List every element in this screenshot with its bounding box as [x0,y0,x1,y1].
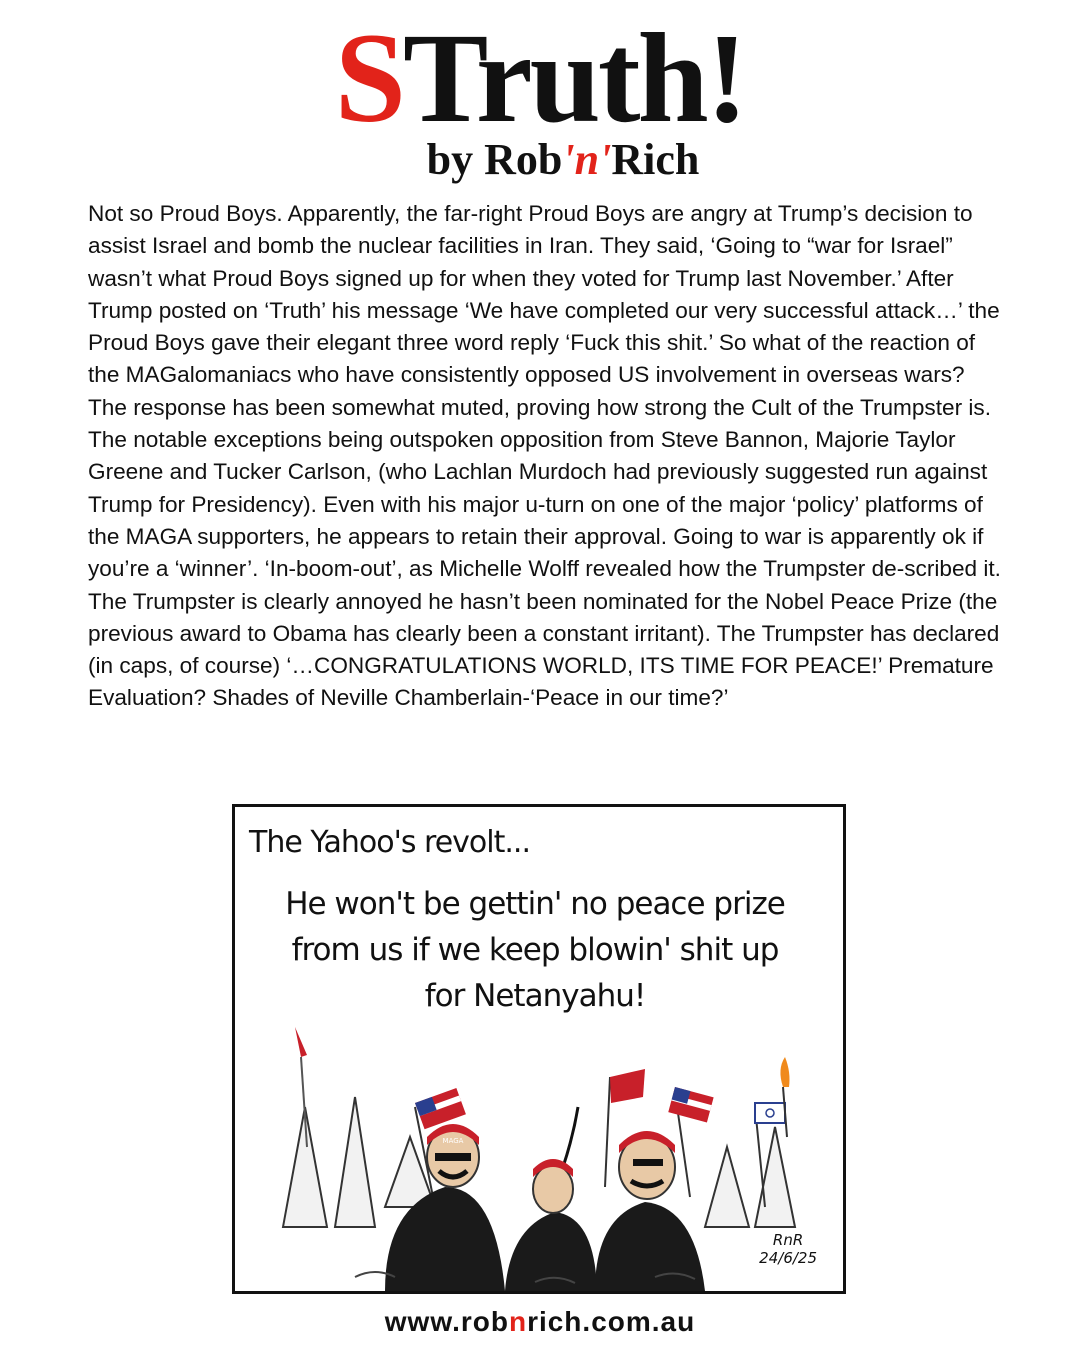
cartoon-drawing [235,807,843,1291]
byline-n: 'n' [562,135,612,184]
article-paragraph: Not so Proud Boys. Apparently, the far-right Proud Boys are angry at Trump’s decision to assist Israel and bomb the nuclear facilities in Iran. They said, ‘Going to “war for Israel” wasn’t what Proud Boys signed up for when they voted for Trump last November.’ After Trump posted on ‘Truth’ his message ‘We have completed our very successful attack…’ the Proud Boys gave their elegant three word reply ‘Fuck this shit.’ So what of the reaction of the MAGalomaniacs who have consistently opposed US involvement in overseas wars? The response has been somewhat muted, proving how strong the Cult of the Trumpster is. The notable exceptions being outspoken opposition from Steve Bannon, Majorie Taylor Greene and Tucker Carlson, (who Lachlan Murdoch had previously suggested run against Trump for Presidency). Even with his major u-turn on one of the major ‘policy’ platforms of the MAGA supporters, he appears to retain their approval. Going to war is apparently ok if you’re a ‘winner’. ‘In-boom-out’, as Michelle Wolff revealed how the Trumpster de-scribed it. The Trumpster is clearly annoyed he hasn’t been nominated for the Nobel Peace Prize (the previous award to Obama has clearly been a constant irritant). The Trumpster has declared (in caps, of course) ‘…CONGRATULATIONS WORLD, ITS TIME FOR PEACE!’ Premature Evaluation? Shades of Neville Chamberlain-‘Peace in our time?’ [88,201,1001,711]
proud-boy-right [595,1131,705,1291]
logo-initial: S [334,7,403,149]
speech-bubble-text: He won't be gettin' no peace prize from us if we keep blowin' shit up for Netanyahu! [285,886,785,1014]
cartoon-caption: The Yahoo's revolt... [249,825,530,860]
torch [780,1057,789,1137]
url-n: n [508,1306,528,1337]
us-flag-right [668,1087,713,1197]
speech-tail [563,1107,578,1167]
spear-tip [295,1027,307,1057]
url-suffix: rich.com.au [527,1306,696,1337]
masthead [0,7,1080,184]
logo-word: Truth! [402,7,746,149]
cap-label: MAGA [442,1137,464,1145]
signature-date: 24/6/25 [759,1249,817,1267]
byline [0,135,1080,184]
proud-boy-center [505,1159,597,1291]
artist-signature [759,1231,817,1267]
hood-shape [335,1097,375,1227]
byline-prefix: by Rob [426,135,563,184]
signature-name: RnR [772,1231,804,1249]
website-url[interactable] [0,1306,1080,1338]
hood-shape [705,1147,749,1227]
article-body [88,198,1003,715]
byline-suffix: Rich [611,135,700,184]
url-prefix: www.rob [384,1306,509,1337]
cartoon-panel [232,804,846,1294]
site-logo [0,7,1080,149]
